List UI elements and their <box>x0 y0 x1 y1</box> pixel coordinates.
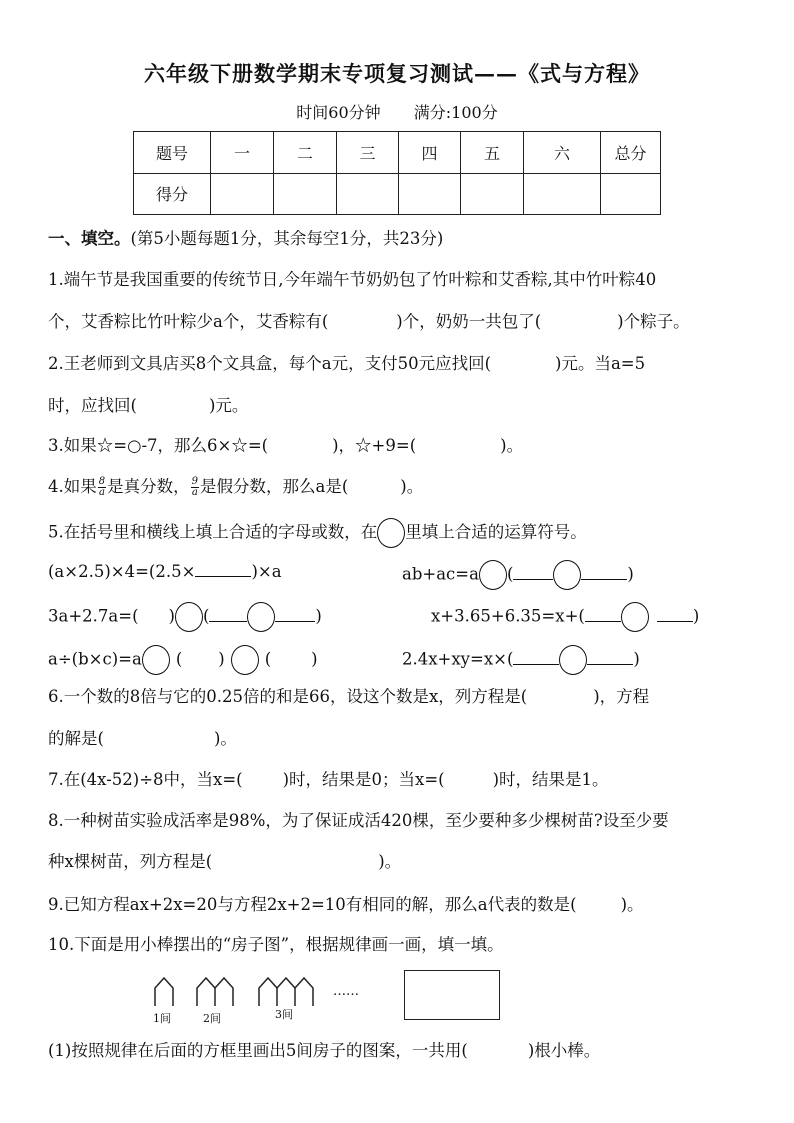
q5-text: x+3.65+6.35=x+( <box>431 606 585 626</box>
q5-fill-line[interactable] <box>275 605 315 622</box>
operator-circle[interactable] <box>247 602 275 632</box>
q5-text: 5.在括号里和横线上填上合适的字母或数，在 <box>48 522 378 542</box>
score-table-header-row <box>134 132 661 174</box>
q2-text: 时，应找回( <box>48 396 137 415</box>
score-table-header-cell: 三 <box>337 132 399 174</box>
q6-text: 的解是( <box>48 729 104 748</box>
q5-fill-line[interactable] <box>585 605 621 622</box>
q5-text: a÷(b×c)=a <box>48 649 142 669</box>
q4-text: )。 <box>400 477 424 496</box>
q7-text: )时，结果是1。 <box>492 770 609 789</box>
score-table-header-cell: 四 <box>399 132 461 174</box>
q5-row-3-left <box>48 645 318 675</box>
operator-circle[interactable] <box>231 645 259 675</box>
q5-text: ) <box>311 649 318 669</box>
q6-line-1 <box>48 686 649 708</box>
q9-text: )。 <box>620 895 644 914</box>
section-1-title: 一、填空。 <box>48 229 131 248</box>
q5-text: ) <box>315 606 322 626</box>
operator-circle[interactable] <box>559 645 587 675</box>
house-1-room <box>155 978 173 1006</box>
score-table-header-cell: 五 <box>461 132 524 174</box>
score-table-header-cell: 总分 <box>601 132 661 174</box>
q1-line-1: 1.端午节是我国重要的传统节日,今年端午节奶奶包了竹叶粽和艾香粽,其中竹叶粽40 <box>48 270 657 289</box>
operator-circle[interactable] <box>621 602 649 632</box>
q8-text: 种x棵树苗，列方程是( <box>48 852 213 871</box>
q4-text: 是假分数，那么a是( <box>200 477 349 496</box>
operator-circle[interactable] <box>479 560 507 590</box>
q5-text: ( <box>264 649 272 669</box>
q3-text: 3.如果☆=○-7，那么6×☆=( <box>48 436 269 455</box>
q5-fill-line[interactable] <box>513 563 553 580</box>
q3-text: )。 <box>500 436 524 455</box>
score-input-cell[interactable] <box>399 173 461 215</box>
q8-text: )。 <box>378 852 402 871</box>
q7-line <box>48 769 609 791</box>
q3-text: )，☆+9=( <box>332 436 417 455</box>
drawing-answer-box[interactable] <box>404 970 500 1020</box>
q7-text: )时，结果是0；当x=( <box>282 770 445 789</box>
q5-text: ( <box>202 606 210 626</box>
q10-text: (1)按照规律在后面的方框里画出5间房子的图案，一共用( <box>48 1041 468 1060</box>
q5-row-1-right <box>402 560 634 590</box>
score-table-score-row <box>134 173 661 215</box>
q5-text: ( <box>506 564 514 584</box>
q9-text: 9.已知方程ax+2x=20与方程2x+2=10有相同的解，那么a代表的数是( <box>48 895 577 914</box>
q8-line-2 <box>48 851 401 873</box>
q5-text: 2.4x+xy=x×( <box>402 649 514 669</box>
q4-text: 是真分数， <box>107 477 190 496</box>
score-table-header-cell: 一 <box>211 132 274 174</box>
q5-row-2-right <box>431 602 699 632</box>
q5-text: ) <box>627 564 634 584</box>
q5-row-3-right <box>402 645 640 675</box>
q3-line <box>48 435 523 457</box>
caption-1-room: 1间 <box>153 1012 171 1025</box>
q5-text: (a×2.5)×4=(2.5× <box>48 562 196 581</box>
q10-sub-1 <box>48 1040 600 1062</box>
q5-row-1-left <box>48 560 282 583</box>
q8-line-1: 8.一种树苗实验成活率是98%，为了保证成活420棵，至少要种多少棵树苗?设至少要 <box>48 811 669 830</box>
exam-info <box>0 100 794 123</box>
q2-text: 2.王老师到文具店买8个文具盒，每个a元，支付50元应找回( <box>48 354 492 373</box>
score-input-cell[interactable] <box>274 173 337 215</box>
q5-fill-line[interactable] <box>581 563 627 580</box>
q7-text: 7.在(4x-52)÷8中，当x=( <box>48 770 243 789</box>
q5-row-2-left <box>48 602 322 632</box>
q5-text: ) <box>218 649 225 669</box>
score-row-label: 得分 <box>134 173 211 215</box>
q4-line <box>48 476 423 498</box>
q5-fill-line[interactable] <box>209 605 247 622</box>
q4-text: 4.如果 <box>48 477 97 496</box>
q5-fill-line[interactable] <box>513 648 559 665</box>
q5-fill-line[interactable] <box>587 648 633 665</box>
q6-text: 6.一个数的8倍与它的0.25倍的和是66，设这个数是x，列方程是( <box>48 687 528 706</box>
page-title: 六年级下册数学期末专项复习测试——《式与方程》 <box>144 61 650 86</box>
caption-2-rooms: 2间 <box>203 1012 221 1025</box>
q10-text: )根小棒。 <box>527 1041 601 1060</box>
score-input-cell[interactable] <box>337 173 399 215</box>
section-1-note: (第5小题每题1分，其余每空1分，共23分) <box>130 229 444 248</box>
score-input-cell[interactable] <box>461 173 524 215</box>
q2-text: )元。当a=5 <box>555 354 646 373</box>
q1-text: )个粽子。 <box>617 312 690 331</box>
q5-fill-line[interactable] <box>657 605 693 622</box>
ellipsis: …… <box>333 984 359 999</box>
caption-3-rooms: 3间 <box>275 1008 293 1021</box>
q10-intro: 10.下面是用小棒摆出的“房子图”，根据规律画一画，填一填。 <box>48 935 504 954</box>
q5-text: ) <box>168 606 175 626</box>
q2-text: )元。 <box>208 396 249 415</box>
q1-text: 个，艾香粽比竹叶粽少a个，艾香粽有( <box>48 312 329 331</box>
house-pattern-drawing <box>145 970 405 1010</box>
score-table-header-cell: 二 <box>274 132 337 174</box>
score-table <box>133 131 661 215</box>
q5-intro <box>48 518 587 548</box>
full-score: 满分:100分 <box>413 103 498 122</box>
operator-circle-example <box>377 518 405 548</box>
q5-text: 3a+2.7a=( <box>48 606 139 626</box>
score-input-cell[interactable] <box>211 173 274 215</box>
score-input-cell[interactable] <box>601 173 661 215</box>
q5-text: ) <box>633 649 640 669</box>
q6-text: )。 <box>213 729 237 748</box>
q9-line <box>48 894 644 916</box>
q2-line-2 <box>48 395 248 417</box>
q1-line-2 <box>48 311 690 333</box>
q5-text: ( <box>175 649 183 669</box>
operator-circle[interactable] <box>142 645 170 675</box>
q6-line-2 <box>48 728 237 750</box>
q5-fill-line[interactable] <box>195 560 251 577</box>
q5-text: ) <box>692 606 700 626</box>
score-table-header-cell: 题号 <box>134 132 211 174</box>
fraction-8-over-a: $\frac{8}{a}$ <box>98 476 106 498</box>
fraction-9-over-a: $\frac{9}{a}$ <box>191 476 198 498</box>
operator-circle[interactable] <box>553 560 581 590</box>
score-input-cell[interactable] <box>524 173 601 215</box>
q5-text: 里填上合适的运算符号。 <box>405 522 587 542</box>
q5-text: ab+ac=a <box>402 564 479 584</box>
time-limit: 时间60分钟 <box>296 103 381 122</box>
q5-text: )×a <box>251 562 282 581</box>
q1-text: )个，奶奶一共包了( <box>396 312 542 331</box>
q2-line-1 <box>48 353 645 375</box>
operator-circle[interactable] <box>175 602 203 632</box>
section-1-heading <box>48 228 443 250</box>
score-table-header-cell: 六 <box>524 132 601 174</box>
q6-text: )，方程 <box>593 687 650 706</box>
